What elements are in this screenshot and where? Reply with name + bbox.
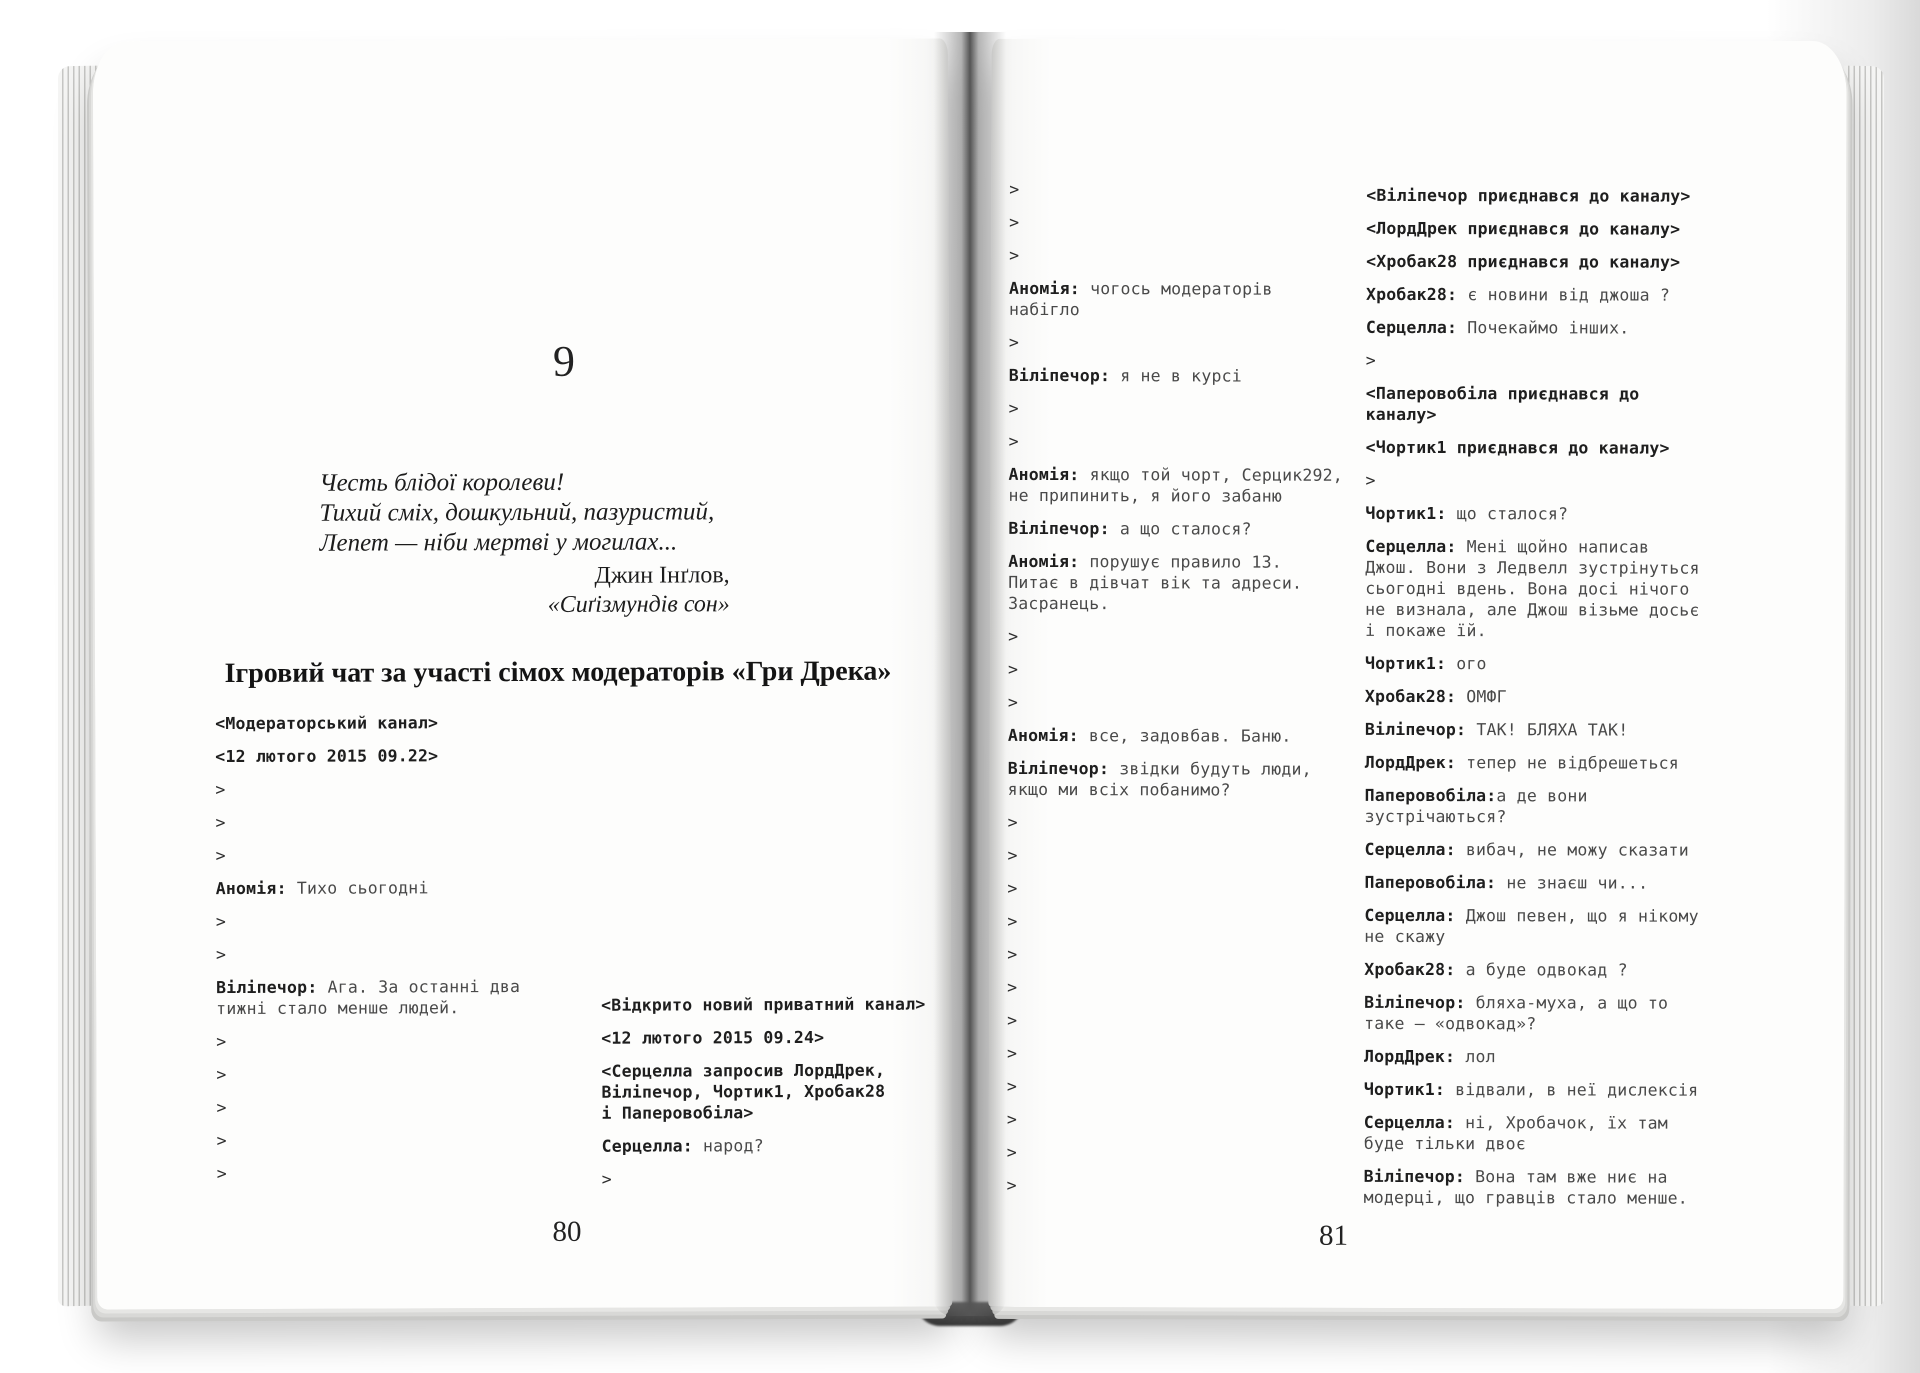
chat-prompt-line: > <box>215 912 227 932</box>
chat-username: ЛордДрек: <box>1364 752 1457 773</box>
page-edges-left <box>58 66 98 1307</box>
chat-prompt-line: > <box>1007 659 1019 679</box>
chat-prompt-line: > <box>1007 845 1018 865</box>
chat-username: Аномія: <box>1007 725 1079 746</box>
chat-message-line: Чортик1: ого <box>1365 653 1487 674</box>
chat-prompt-line: > <box>1006 1043 1018 1063</box>
chat-username: Чортик1: <box>1365 653 1447 674</box>
chat-prompt-line: > <box>216 1164 227 1184</box>
chat-prompt-line: > <box>1009 179 1020 199</box>
chat-prompt-line: > <box>1006 1175 1017 1195</box>
chat-message-line: Віліпечор: Вона там вже ниє на модерці, що гравців стало менше. <box>1363 1166 1688 1208</box>
chat-prompt-line: > <box>1008 398 1019 418</box>
chat-prompt-line: > <box>215 945 227 965</box>
chat-column-right <box>1364 185 1787 1221</box>
chat-message-line: Аномія: порушує правило 13. Питає в дівчат вік та адреси. Засранець. <box>1008 551 1303 614</box>
chat-prompt-line: > <box>1007 977 1018 997</box>
epigraph-text: Честь блідої королеви! Тихий сміх, дошкульний, пазуристий, Лепет — ніби мертві у могилах... <box>319 468 715 557</box>
section-heading: Ігровий чат за участі сімох модераторів «Гри Дрека» <box>224 655 892 690</box>
chat-system-line: <12 лютого 2015 09.22> <box>215 746 439 767</box>
chat-prompt-line: > <box>215 813 226 833</box>
epigraph-attribution <box>400 561 730 620</box>
chat-prompt-line: > <box>1006 1142 1017 1162</box>
chat-prompt-line: > <box>216 1098 227 1118</box>
book-page-right <box>988 39 1846 1309</box>
chat-message-line: Віліпечор: а що сталося? <box>1008 518 1252 539</box>
chat-message-line: Аномія: все, задовбав. Баню. <box>1007 725 1292 746</box>
chat-message-line: Чортик1: що сталося? <box>1365 503 1569 524</box>
chat-message-line: Серцелла: Джош певен, що я нікому не скажу <box>1364 905 1699 947</box>
chat-prompt-line: > <box>1007 944 1018 964</box>
chat-message-line: Серцелла: ні, Хробачок, їх там буде тільки двоє <box>1363 1112 1668 1154</box>
chat-prompt-line: > <box>1008 332 1020 352</box>
chat-username: Хробак28: <box>1364 686 1457 707</box>
chat-username: Серцелла: <box>1364 839 1456 860</box>
chat-message-line: Серцелла: народ? <box>601 1136 764 1156</box>
page-edges-right <box>1844 66 1884 1307</box>
chat-message-line: Аномія: чогось модераторів набігло <box>1008 278 1273 320</box>
chat-prompt-line: > <box>215 780 226 800</box>
chat-username: Віліпечор: <box>1008 365 1111 386</box>
chat-system-line: <Віліпечор приєднався до каналу> <box>1366 185 1691 206</box>
chapter-number: 9 <box>552 336 575 386</box>
chat-username: Віліпечор: <box>1364 992 1466 1013</box>
chat-system-line: <Відкрито новий приватний канал> <box>601 994 926 1015</box>
page-number-right: 81 <box>1318 1219 1349 1252</box>
chat-prompt-line: > <box>1009 245 1020 265</box>
chat-column-right <box>601 994 947 1202</box>
chat-username: Віліпечор: <box>216 977 318 998</box>
epigraph-author: Джин Інґлов, <box>594 562 730 589</box>
chat-username: Віліпечор: <box>1007 758 1110 779</box>
chat-prompt-line: > <box>216 1065 227 1085</box>
chat-username: Серцелла: <box>1365 317 1458 338</box>
chat-message-line: ЛордДрек: лол <box>1363 1046 1496 1067</box>
chat-username: Серцелла: <box>601 1136 693 1156</box>
chat-message-line: Віліпечор: Ага. За останні два тижні стало менше людей. <box>216 977 521 1019</box>
chat-username: Серцелла: <box>1364 905 1456 926</box>
chat-username: Аномія: <box>1008 278 1080 299</box>
chat-message-line: Віліпечор: ТАК! БЛЯХА ТАК! <box>1364 719 1629 740</box>
chat-username: Серцелла: <box>1365 536 1457 557</box>
chat-username: Серцелла: <box>1363 1112 1456 1133</box>
chat-message-line: Віліпечор: звідки будуть люди, якщо ми всіх побанимо? <box>1007 758 1312 800</box>
chat-prompt-line: > <box>1007 692 1019 712</box>
chat-username: Хробак28: <box>1364 959 1456 980</box>
chat-username: Паперовобіла: <box>1364 785 1497 806</box>
chat-system-line: <ЛордДрек приєднався до каналу> <box>1366 218 1681 239</box>
chat-message-line: Аномія: Тихо сьогодні <box>215 878 429 899</box>
chat-column-left <box>1007 179 1365 1209</box>
chat-username: Віліпечор: <box>1363 1166 1466 1187</box>
chat-username: Аномія: <box>215 878 287 899</box>
chat-username: Аномія: <box>1008 464 1080 485</box>
chat-system-line: <Серцелла запросив ЛордДрек, Віліпечор, Чортик1, Хробак28 і Паперовобіла> <box>601 1060 886 1123</box>
chat-prompt-line: > <box>601 1169 612 1189</box>
chat-system-line: <Модераторський канал> <box>215 713 439 734</box>
chat-prompt-line: > <box>215 846 226 866</box>
chat-message-line: Серцелла: вибач, не можу сказати <box>1364 839 1689 860</box>
chat-prompt-line: > <box>1007 1010 1018 1030</box>
chat-message-line: Хробак28: а буде одвокад ? <box>1364 959 1628 980</box>
chat-prompt-line: > <box>1008 431 1019 451</box>
chat-username: ЛордДрек: <box>1363 1046 1456 1067</box>
chat-message-line: Чортик1: відвали, в неї дислексія <box>1363 1079 1699 1100</box>
chat-prompt-line: > <box>1007 878 1018 898</box>
book-page-left <box>93 39 952 1310</box>
chat-message-line: Віліпечор: я не в курсі <box>1008 365 1242 386</box>
chat-prompt-line: > <box>1365 470 1376 490</box>
chat-username: Чортик1: <box>1365 503 1447 524</box>
chat-username: Аномія: <box>1008 551 1080 572</box>
chat-message-line: ЛордДрек: тепер не відбрешеться <box>1364 752 1679 773</box>
chat-prompt-line: > <box>1365 350 1376 370</box>
page-number-left: 80 <box>552 1215 582 1248</box>
chat-username: Чортик1: <box>1363 1079 1446 1100</box>
book-gutter-shadow <box>934 32 1006 1316</box>
chat-username: Віліпечор: <box>1008 518 1110 539</box>
chat-column-left <box>215 712 607 1196</box>
chat-message-line: Аномія: якщо той чорт, Серцик292, не припинить, я його забаню <box>1008 464 1343 506</box>
chat-message-line: Паперовобіла: не знаєш чи... <box>1364 872 1649 893</box>
chat-system-line: <Чортик1 приєднався до каналу> <box>1365 437 1670 458</box>
chat-message-line: Серцелла: Почекаймо інших. <box>1365 317 1630 338</box>
chat-username: Хробак28: <box>1365 284 1458 305</box>
chat-message-line: Серцелла: Мені щойно написав Джош. Вони з Ледвелл зустрінуться сьогодні вдень. Вона досі нічого не визнала, але Джош візьме досьє і покаже їй. <box>1365 536 1700 641</box>
chat-system-line: <Паперовобіла приєднався до каналу> <box>1365 383 1640 425</box>
chat-prompt-line: > <box>216 1131 227 1151</box>
chat-prompt-line: > <box>216 1032 227 1052</box>
chat-system-line: <12 лютого 2015 09.24> <box>601 1027 825 1048</box>
chat-username: Віліпечор: <box>1364 719 1467 740</box>
epigraph-source: «Сиґізмундів сон» <box>547 591 730 618</box>
chat-prompt-line: > <box>1009 212 1020 232</box>
chat-message-line: Віліпечор: бляха-муха, а що то таке – «одвокад»? <box>1364 992 1669 1034</box>
chat-prompt-line: > <box>1008 626 1019 646</box>
chat-prompt-line: > <box>1006 1109 1017 1129</box>
chat-system-line: <Хробак28 приєднався до каналу> <box>1366 251 1681 272</box>
chat-prompt-line: > <box>1007 812 1018 832</box>
chat-prompt-line: > <box>1006 1076 1018 1096</box>
chat-message-line: Паперовобіла:а де вони зустрічаються? <box>1364 785 1588 827</box>
chat-username: Паперовобіла: <box>1364 872 1497 893</box>
chat-message-line: Хробак28: ОМФГ <box>1364 686 1507 707</box>
chat-message-line: Хробак28: є новини від джоша ? <box>1365 284 1671 305</box>
chat-prompt-line: > <box>1007 911 1018 931</box>
